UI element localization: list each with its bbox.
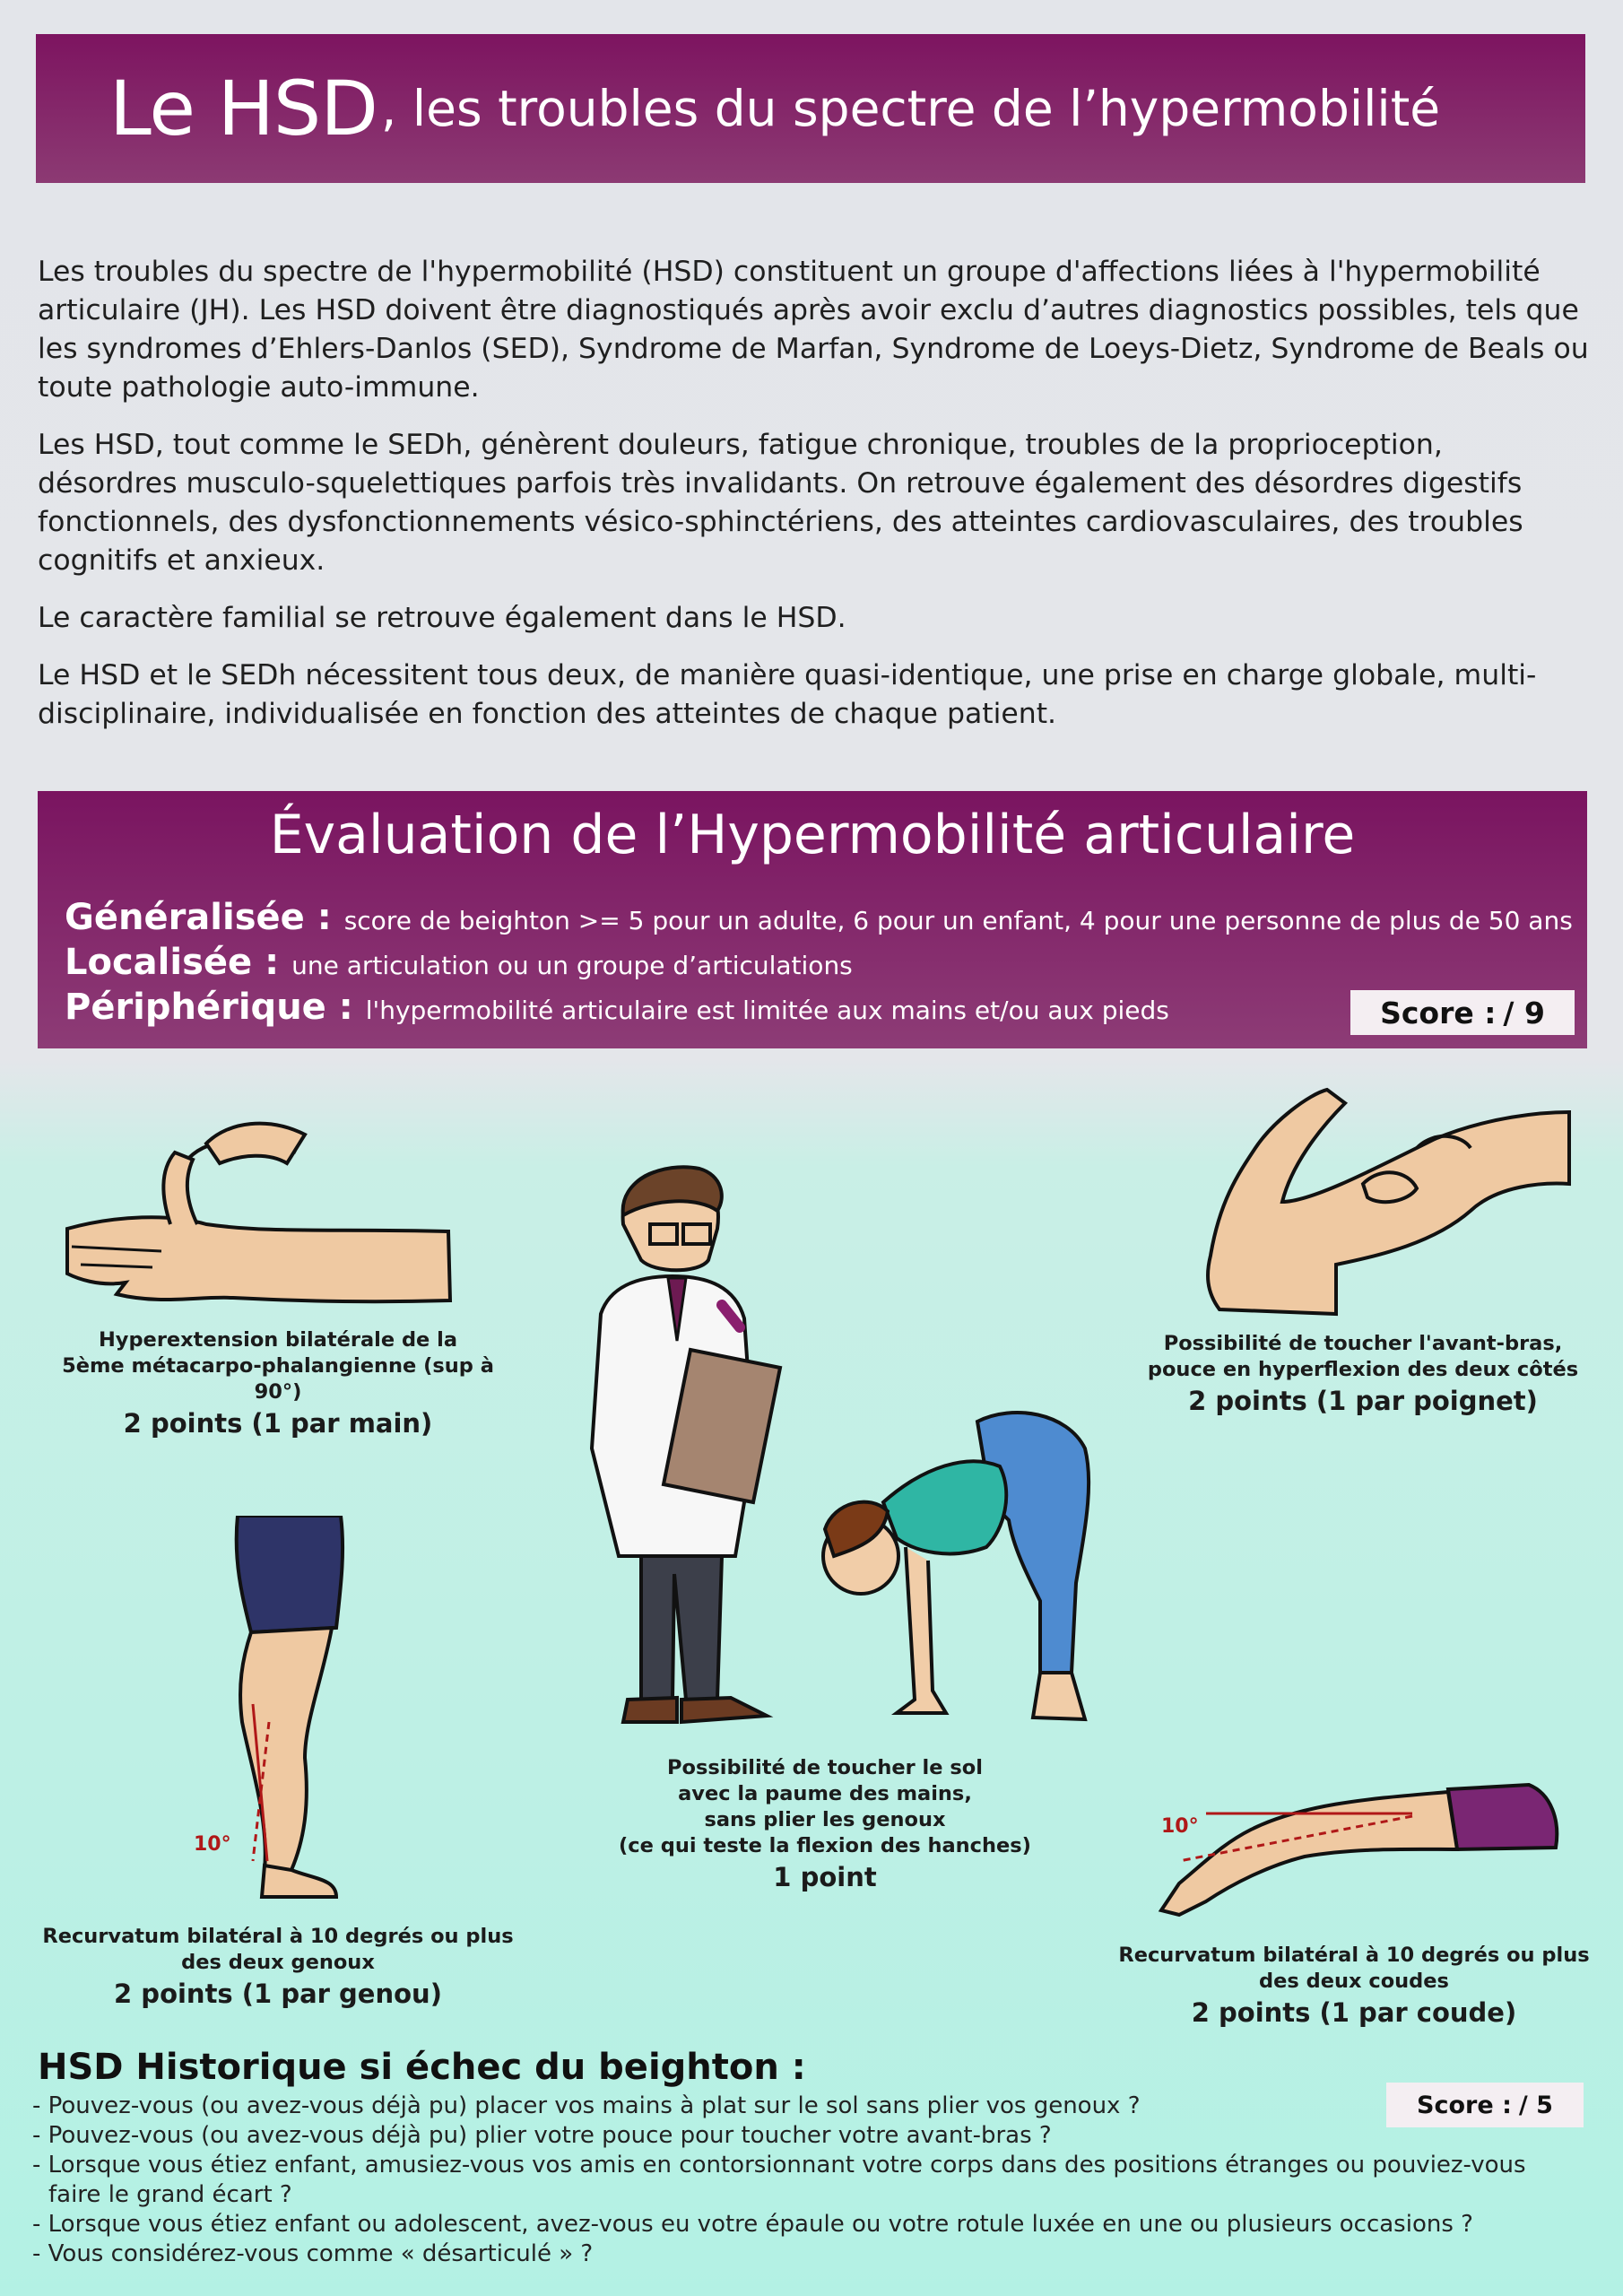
thumb-forearm-illustration — [1202, 1076, 1578, 1318]
eval-row-localized — [65, 942, 853, 983]
history-question: - Lorsque vous étiez enfant, amusiez-vous vos amis en contorsionnant votre corps dans des positions étranges ou pouviez-vous faire le grand écart ? — [32, 2152, 1526, 2208]
finger-hyperextension-illustration — [63, 1099, 457, 1323]
caption-points: 2 points (1 par main) — [123, 1408, 433, 1439]
score-label: Score : — [1417, 2091, 1512, 2119]
eval-label: Périphérique : — [65, 987, 353, 1028]
history-title: HSD Historique si échec du beighton : — [38, 2047, 806, 2088]
caption-line: sans plier les genoux — [704, 1808, 946, 1831]
evaluation-title: Évaluation de l’Hypermobilité articulaire — [269, 804, 1356, 866]
elbow-angle-label: 10° — [1161, 1815, 1199, 1838]
score-max: / 9 — [1503, 995, 1545, 1031]
beighton-score-box — [1350, 990, 1575, 1035]
knee-angle-label: 10° — [194, 1833, 231, 1856]
history-question: - Pouvez-vous (ou avez-vous déjà pu) placer vos mains à plat sur le sol sans plier vos genoux ? — [32, 2092, 1141, 2119]
history-question: - Lorsque vous étiez enfant ou adolescent, avez-vous eu votre épaule ou votre rotule luxée en une ou plusieurs occasions ? — [32, 2211, 1473, 2238]
eval-label: Généralisée : — [65, 897, 332, 938]
caption-line: des deux coudes — [1259, 1970, 1449, 1993]
eval-text: une articulation ou un groupe d’articulations — [291, 951, 853, 980]
caption-line: pouce en hyperflexion des deux côtés — [1147, 1358, 1579, 1381]
score-max: / 5 — [1518, 2091, 1553, 2119]
eval-text: l'hypermobilité articulaire est limitée aux mains et/ou aux pieds — [365, 996, 1169, 1025]
intro-paragraph: Les HSD, tout comme le SEDh, génèrent douleurs, fatigue chronique, troubles de la proprioception, désordres musculo-squelettiques parfois très invalidants. On retrouve également des désordres digestifs fonctionnels, des dysfonctionnements vésico-sphinctériens, des atteintes cardiovasculaires, des troubles cognitifs et anxieux. — [38, 429, 1523, 577]
eval-row-generalized — [65, 897, 1573, 938]
caption-points: 2 points (1 par genou) — [114, 1979, 442, 2009]
intro-paragraph: Le HSD et le SEDh nécessitent tous deux, de manière quasi-identique, une prise en charge globale, multi-disciplinaire, individualisée en fonction des atteintes de chaque patient. — [38, 659, 1537, 730]
elbow-recurvatum-illustration — [1152, 1776, 1565, 1928]
eval-row-peripheral — [65, 987, 1169, 1028]
evaluation-box — [38, 791, 1587, 1048]
history-questions — [32, 2092, 1575, 2269]
eval-label: Localisée : — [65, 942, 280, 983]
intro-paragraph: Le caractère familial se retrouve également dans le HSD. — [38, 602, 846, 634]
test-caption-finger — [36, 1327, 520, 1441]
caption-line: Recurvatum bilatéral à 10 degrés ou plus — [1118, 1944, 1590, 1967]
intro-text — [38, 253, 1589, 752]
caption-points: 1 point — [773, 1862, 877, 1892]
forward-bend-illustration — [798, 1404, 1103, 1735]
page-subtitle: , les troubles du spectre de l’hypermobilité — [380, 80, 1441, 137]
test-caption-elbow — [1103, 1943, 1605, 2031]
caption-line: Hyperextension bilatérale de la — [98, 1328, 458, 1352]
doctor-illustration — [574, 1161, 789, 1744]
caption-line: Possibilité de toucher le sol — [667, 1756, 983, 1779]
caption-line: avec la paume des mains, — [678, 1782, 972, 1805]
caption-line: Recurvatum bilatéral à 10 degrés ou plus — [42, 1925, 514, 1948]
history-question: - Vous considérez-vous comme « désarticulé » ? — [32, 2240, 594, 2267]
eval-text: score de beighton >= 5 pour un adulte, 6 pour un enfant, 4 pour une personne de plus de 50 ans — [343, 906, 1573, 935]
title-banner — [36, 34, 1585, 183]
page-title: Le HSD — [109, 65, 378, 152]
score-label: Score : — [1380, 995, 1497, 1031]
caption-line: 5ème métacarpo-phalangienne (sup à 90°) — [62, 1354, 494, 1404]
caption-points: 2 points (1 par poignet) — [1188, 1386, 1538, 1416]
test-caption-knee — [27, 1924, 529, 2012]
history-question: - Pouvez-vous (ou avez-vous déjà pu) plier votre pouce pour toucher votre avant-bras ? — [32, 2122, 1052, 2149]
caption-line: Possibilité de toucher l'avant-bras, — [1163, 1332, 1563, 1355]
caption-line: (ce qui teste la flexion des hanches) — [619, 1834, 1031, 1857]
caption-points: 2 points (1 par coude) — [1191, 1997, 1517, 2028]
test-caption-forward-bend — [592, 1755, 1058, 1895]
caption-line: des deux genoux — [181, 1951, 375, 1974]
intro-paragraph: Les troubles du spectre de l'hypermobilité (HSD) constituent un groupe d'affections liées à l'hypermobilité articulaire (JH). Les HSD doivent être diagnostiqués après avoir exclu d’autres diagnostics possibles, tels que les syndromes d’Ehlers-Danlos (SED), Syndrome de Marfan, Syndrome de Loeys-Dietz, Syndrome de Beals ou toute pathologie auto-immune. — [38, 256, 1589, 404]
test-caption-thumb — [1112, 1331, 1614, 1419]
